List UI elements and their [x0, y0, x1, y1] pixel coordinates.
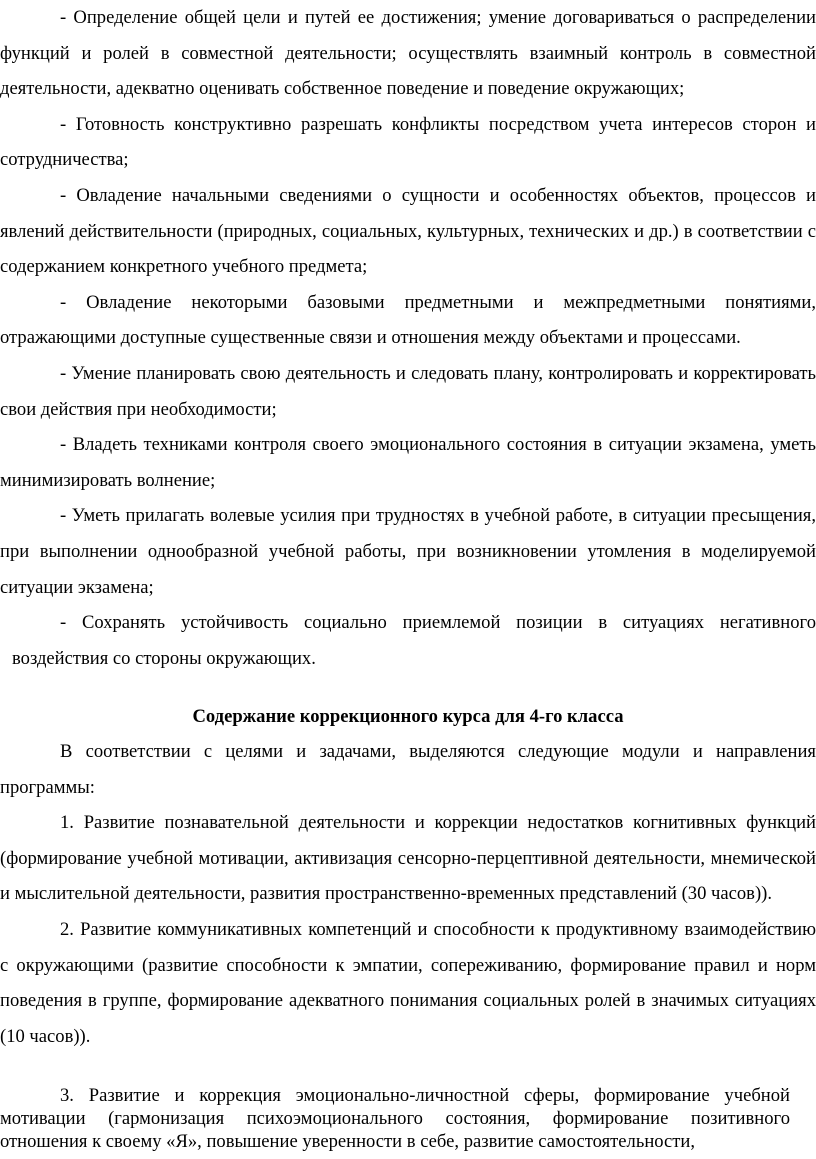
- paragraph-concepts: - Овладение некоторыми базовыми предметными и межпредметными понятиями, отражающими доступные существенные связи и отношения между объектами и процессами.: [0, 291, 816, 349]
- paragraph-planning: - Умение планировать свою деятельность и следовать плану, контролировать и корректировать свои действия при необходимости;: [0, 362, 816, 420]
- paragraph-conflict-resolution: - Готовность конструктивно разрешать конфликты посредством учета интересов сторон и сотрудничества;: [0, 113, 816, 171]
- paragraph-goal-definition: - Определение общей цели и путей ее достижения; умение договариваться о распределении функций и ролей в совместной деятельности; осуществлять взаимный контроль в совместной деятельности, адекватно оценивать собственное поведение и поведение окружающих;: [0, 7, 816, 100]
- paragraph-module-3: 3. Развитие и коррекция эмоционально-личностной сферы, формирование учебной мотивации (гармонизация психоэмоционального состояния, формирование позитивного отношения к своему «Я», повышение уверенности в себе, развитие самостоятельности,: [0, 1085, 790, 1152]
- paragraph-emotional-control: - Владеть техниками контроля своего эмоционального состояния в ситуации экзамена, уметь минимизировать волнение;: [0, 434, 816, 491]
- section-heading: Содержание коррекционного курса для 4-го класса: [192, 706, 624, 727]
- paragraph-basic-knowledge: - Овладение начальными сведениями о сущности и особенностях объектов, процессов и явлений действительности (природных, социальных, культурных, технических и др.) в соответствии с содержанием конкретного учебного предмета;: [0, 184, 816, 278]
- paragraph-module-1: 1. Развитие познавательной деятельности и коррекции недостатков когнитивных функций (формирование учебной мотивации, активизация сенсорно-перцептивной деятельности, мнемической и мыслительной деятельности, развития пространственно-временных представлений (30 часов)).: [0, 812, 816, 905]
- module-3-block: [0, 1084, 790, 1153]
- paragraph-module-2: 2. Развитие коммуникативных компетенций и способности к продуктивному взаимодействию с окружающими (развитие способности к эмпатии, сопереживанию, формирование правил и норм поведения в группе, формирование адекватного понимания социальных ролей в значимых ситуациях (10 часов)).: [0, 918, 816, 1047]
- paragraph-volitional-effort: - Уметь прилагать волевые усилия при трудностях в учебной работе, в ситуации пресыщения, при выполнении однообразной учебной работы, при возникновении утомления в моделируемой ситуации экзамена;: [0, 505, 816, 598]
- course-content: [0, 734, 816, 1054]
- paragraph-modules-intro: В соответствии с целями и задачами, выделяются следующие модули и направления программы:: [0, 741, 816, 798]
- paragraph-social-position: - Сохранять устойчивость социально приемлемой позиции в ситуациях негативного воздействия со стороны окружающих.: [12, 612, 816, 669]
